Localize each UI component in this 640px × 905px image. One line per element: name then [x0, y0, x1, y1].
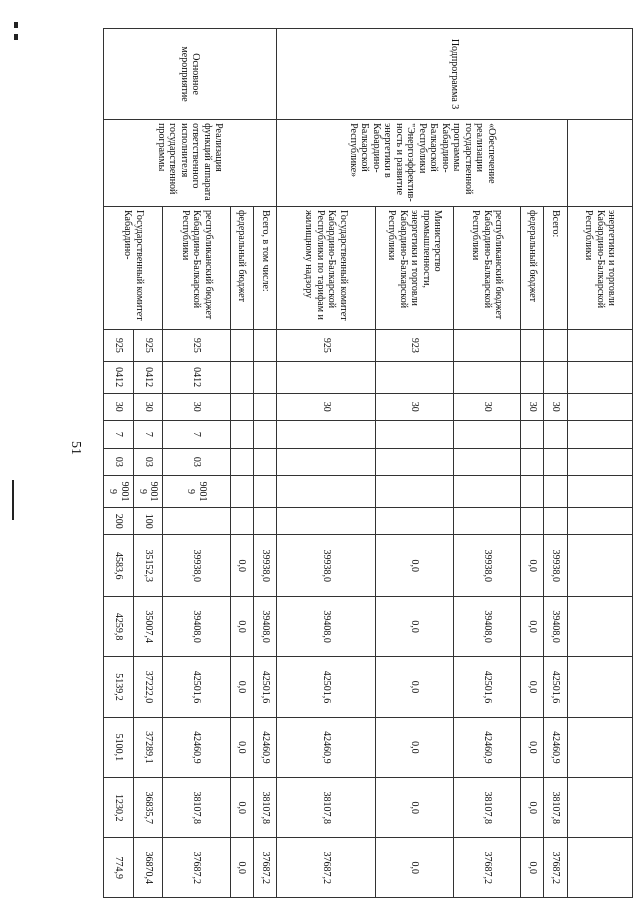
cell-republic-budget: республиканский бюджет Кабардино-Балкарской Республики [163, 207, 230, 330]
table-cell [544, 361, 567, 393]
table-cell: 38107,8 [276, 778, 375, 838]
table-cell: 30 [276, 393, 375, 421]
table-cell: 42460,9 [276, 717, 375, 777]
table-container [103, 28, 633, 898]
table-cell: 0412 [163, 361, 230, 393]
table-cell [567, 717, 632, 777]
table-cell [375, 448, 453, 476]
table-cell [253, 393, 276, 421]
table-cell: 774,9 [104, 838, 134, 898]
cell-empty [567, 120, 632, 207]
cell-state-committee: Государственный комитет Кабардино- [104, 207, 163, 330]
table-cell [544, 476, 567, 508]
table-cell [453, 507, 520, 535]
table-cell [230, 476, 253, 508]
table-cell: 38107,8 [253, 778, 276, 838]
table-cell: 03 [133, 448, 163, 476]
table-cell: 03 [104, 448, 134, 476]
scan-mark-top-2 [14, 34, 18, 40]
table-cell [253, 507, 276, 535]
table-cell [276, 421, 375, 449]
table-cell [567, 476, 632, 508]
table-cell: 37687,2 [163, 838, 230, 898]
table-cell: 42460,9 [253, 717, 276, 777]
table-row [567, 29, 632, 898]
table-cell: 38107,8 [453, 778, 520, 838]
table-cell: 925 [276, 329, 375, 361]
table-cell [544, 329, 567, 361]
table-cell [521, 476, 544, 508]
table-cell: 42501,6 [544, 657, 567, 717]
table-cell: 37289,1 [133, 717, 163, 777]
cell-republic-budget: республиканский бюджет Кабардино-Балкарской Республики [453, 207, 520, 330]
table-cell: 39408,0 [453, 596, 520, 656]
table-cell: 0,0 [521, 657, 544, 717]
table-cell [567, 778, 632, 838]
table-cell: 30 [133, 393, 163, 421]
table-cell: 0,0 [521, 838, 544, 898]
table-cell: 200 [104, 507, 134, 535]
table-row [253, 29, 276, 898]
table-cell [253, 361, 276, 393]
table-cell: 42501,6 [163, 657, 230, 717]
table-cell: 30 [453, 393, 520, 421]
table-cell: 0,0 [230, 657, 253, 717]
table-cell [163, 507, 230, 535]
table-cell [453, 421, 520, 449]
table-cell: 36870,4 [133, 838, 163, 898]
table-cell: 0,0 [375, 657, 453, 717]
cell-main-activity: Основное мероприятие [104, 29, 277, 120]
table-cell [567, 596, 632, 656]
table-cell [230, 393, 253, 421]
cell-ministry: Министерство промышленности, энергетики и торговли Кабардино-Балкарской Республики [375, 207, 453, 330]
table-cell: 37687,2 [453, 838, 520, 898]
table-cell [567, 393, 632, 421]
table-cell: 90019 [133, 476, 163, 508]
scan-mark-left [12, 480, 14, 520]
table-cell: 39938,0 [163, 535, 230, 596]
table-cell [230, 448, 253, 476]
table-cell: 0,0 [375, 535, 453, 596]
table-cell [453, 361, 520, 393]
table-cell: 925 [133, 329, 163, 361]
table-cell: 0412 [133, 361, 163, 393]
cell-subprogram-title: «Обеспечение реализации государственной программы Кабардино-Балкарской Республики "Энергоэффектив-ность и развитие энергетики в Кабардино-Балкарской Республике» [276, 120, 567, 207]
table-cell: 4259,8 [104, 596, 134, 656]
table-cell: 30 [104, 393, 134, 421]
table-cell: 38107,8 [163, 778, 230, 838]
table-cell: 0,0 [521, 596, 544, 656]
table-cell: 39408,0 [544, 596, 567, 656]
table-cell: 0,0 [230, 838, 253, 898]
table-cell: 0,0 [375, 778, 453, 838]
table-cell: 90019 [104, 476, 134, 508]
table-cell: 30 [163, 393, 230, 421]
table-cell: 0412 [104, 361, 134, 393]
table-cell: 42501,6 [453, 657, 520, 717]
table-cell: 7 [163, 421, 230, 449]
table-cell [544, 448, 567, 476]
table-cell: 42460,9 [163, 717, 230, 777]
table-cell: 37687,2 [276, 838, 375, 898]
table-cell [230, 421, 253, 449]
table-cell [544, 421, 567, 449]
table-cell: 0,0 [230, 596, 253, 656]
table-cell: 925 [163, 329, 230, 361]
table-cell: 4583,6 [104, 535, 134, 596]
table-row [544, 29, 567, 898]
table-cell [230, 329, 253, 361]
table-cell [276, 507, 375, 535]
table-cell: 30 [521, 393, 544, 421]
table-cell [375, 361, 453, 393]
table-cell [567, 657, 632, 717]
table-cell: 39938,0 [253, 535, 276, 596]
table-cell [375, 476, 453, 508]
table-cell: 0,0 [375, 596, 453, 656]
table-cell [253, 476, 276, 508]
table-cell: 03 [163, 448, 230, 476]
table-cell [453, 448, 520, 476]
table-cell: 39938,0 [453, 535, 520, 596]
scan-mark-top [14, 22, 18, 28]
table-cell [567, 448, 632, 476]
table-cell [276, 476, 375, 508]
cell-federal-budget: федеральный бюджет [230, 207, 253, 330]
table-cell: 39408,0 [276, 596, 375, 656]
table-cell: 39408,0 [163, 596, 230, 656]
table-cell: 35007,4 [133, 596, 163, 656]
table-cell: 39938,0 [544, 535, 567, 596]
table-cell: 7 [133, 421, 163, 449]
table-cell [253, 448, 276, 476]
table-cell [567, 421, 632, 449]
table-cell [521, 421, 544, 449]
table-cell: 925 [104, 329, 134, 361]
table-cell: 37222,0 [133, 657, 163, 717]
table-cell: 0,0 [521, 535, 544, 596]
table-cell [375, 507, 453, 535]
table-cell: 0,0 [375, 838, 453, 898]
table-cell: 0,0 [230, 778, 253, 838]
table-cell [375, 421, 453, 449]
table-cell: 36835,7 [133, 778, 163, 838]
table-cell: 0,0 [375, 717, 453, 777]
table-cell: 0,0 [230, 717, 253, 777]
table-cell: 30 [544, 393, 567, 421]
table-cell: 38107,8 [544, 778, 567, 838]
table-cell [567, 507, 632, 535]
budget-table [103, 28, 633, 898]
table-cell: 35152,3 [133, 535, 163, 596]
table-cell [567, 838, 632, 898]
table-cell: 30 [375, 393, 453, 421]
table-cell [253, 329, 276, 361]
cell-subprogram: Подпрограмма 3 [276, 29, 632, 120]
cell-federal-budget: федеральный бюджет [521, 207, 544, 330]
table-cell: 39408,0 [253, 596, 276, 656]
table-cell: 7 [104, 421, 134, 449]
table-cell: 42460,9 [453, 717, 520, 777]
table-cell: 0,0 [521, 778, 544, 838]
cell-total-label: Всего: [544, 207, 567, 330]
table-cell [253, 421, 276, 449]
table-cell [453, 476, 520, 508]
table-cell: 5139,2 [104, 657, 134, 717]
table-cell [521, 448, 544, 476]
cell-total-including: Всего, в том числе: [253, 207, 276, 330]
table-cell [567, 535, 632, 596]
table-cell: 90019 [163, 476, 230, 508]
table-cell [276, 361, 375, 393]
table-cell: 100 [133, 507, 163, 535]
table-cell [230, 507, 253, 535]
table-cell: 42501,6 [253, 657, 276, 717]
table-cell: 37687,2 [253, 838, 276, 898]
table-cell [521, 361, 544, 393]
table-cell: 0,0 [521, 717, 544, 777]
table-cell: 39938,0 [276, 535, 375, 596]
table-cell: 5100,1 [104, 717, 134, 777]
table-cell [521, 329, 544, 361]
table-cell: 0,0 [230, 535, 253, 596]
table-cell: 923 [375, 329, 453, 361]
table-cell [567, 329, 632, 361]
table-cell: 1230,2 [104, 778, 134, 838]
table-cell: 42460,9 [544, 717, 567, 777]
table-cell [230, 361, 253, 393]
table-cell [567, 361, 632, 393]
cell-tariff-committee: Государственный комитет Кабардино-Балкарской Республики по тарифам и жилищному надзору [276, 207, 375, 330]
table-cell [453, 329, 520, 361]
cell-main-activity-title: Реализация функций аппарата ответственного исполнителя государственной программы [104, 120, 277, 207]
table-cell: 37687,2 [544, 838, 567, 898]
table-cell: 42501,6 [276, 657, 375, 717]
page-number: 51 [68, 441, 83, 455]
table-cell [276, 448, 375, 476]
table-cell [521, 507, 544, 535]
cell-executor: энергетики и торговли Кабардино-Балкарской Республики [567, 207, 632, 330]
table-cell [544, 507, 567, 535]
